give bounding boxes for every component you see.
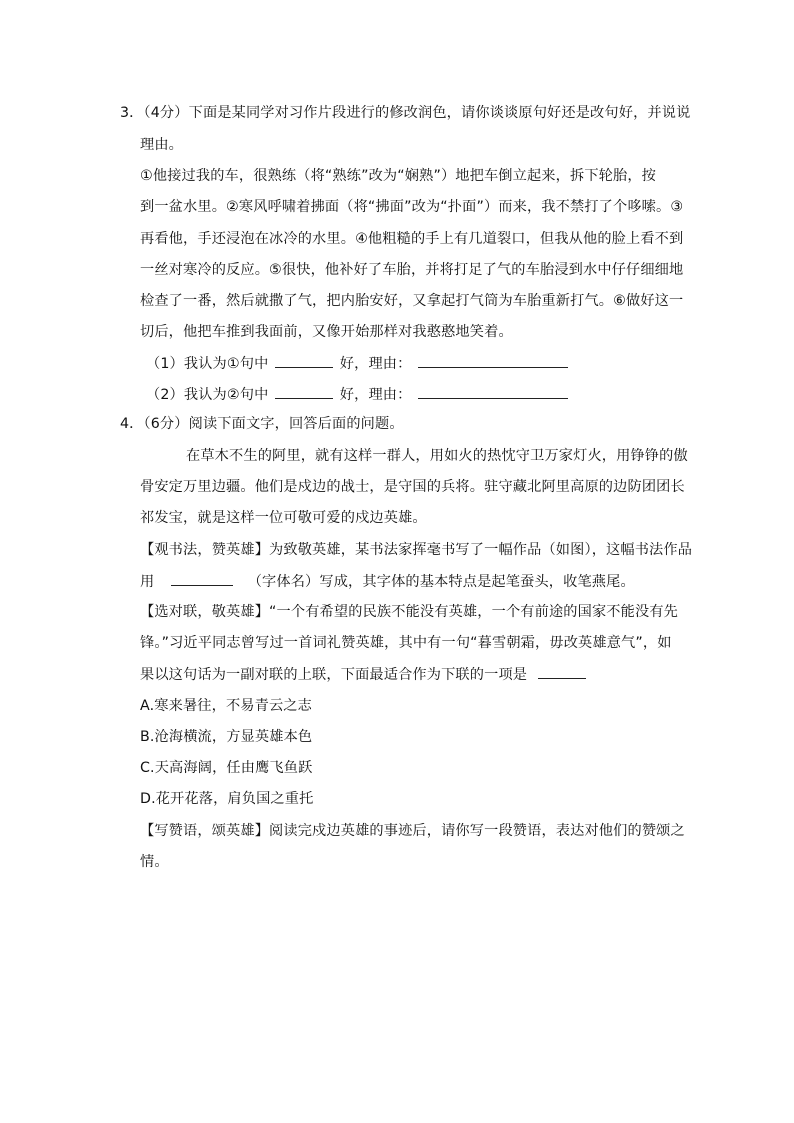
q4-couplet-line1: 【选对联，敬英雄】“一个有希望的民族不能没有英雄，一个有前途的国家不能没有先 — [140, 604, 678, 620]
q4-font-name-blank[interactable] — [171, 571, 233, 586]
q4-calligraphy-prefix: 用 — [140, 574, 155, 590]
q3-sub2 — [146, 384, 570, 405]
q3-sub2-prefix: （2）我认为②句中 — [146, 387, 269, 403]
q4-praise-line2: 情。 — [140, 854, 169, 870]
q4-option-c[interactable]: C.天高海阔，任由鹰飞鱼跃 — [140, 760, 313, 776]
q4-calligraphy-suffix: （字体名）写成，其字体的基本特点是起笔蚕头，收笔燕尾。 — [247, 574, 635, 590]
q4-option-d[interactable]: D.花开花落，肩负国之重托 — [140, 791, 314, 807]
q3-passage-line: 检查了一番，然后就撒了气，把内胎安好，又拿起打气筒为车胎重新打气。⑥做好这一 — [140, 293, 684, 309]
q3-passage-line: ①他接过我的车，很熟练（将“熟练”改为“娴熟”）地把车倒立起来，拆下轮胎，按 — [140, 168, 657, 184]
q3-passage-line: 切后，他把车推到我面前，又像开始那样对我憨憨地笑着。 — [140, 324, 513, 340]
q3-sub1-mid: 好，理由： — [339, 356, 412, 372]
q4-passage-line: 骨安定万里边疆。他们是戍边的战士，是守国的兵将。驻守藏北阿里高原的边防团团长 — [140, 479, 685, 495]
q4-couplet-answer-blank[interactable] — [538, 664, 586, 679]
q4-passage-line: 祁发宝，就是这样一位可敬可爱的戍边英雄。 — [140, 510, 427, 526]
q4-praise-line1: 【写赞语，颂英雄】阅读完戍边英雄的事迹后，请你写一段赞语，表达对他们的赞颂之 — [140, 823, 685, 839]
q3-sub2-mid: 好，理由： — [339, 387, 412, 403]
q4-couplet-line3-text: 果以这句话为一副对联的上联，下面最适合作为下联的一项是 — [140, 667, 528, 683]
q4-passage-line: 在草木不生的阿里，就有这样一群人，用如火的热忱守卫万家灯火，用铮铮的傲 — [186, 448, 688, 464]
q4-header: 4．（6分）阅读下面文字，回答后面的问题。 — [120, 416, 404, 432]
q4-option-b[interactable]: B.沧海横流，方显英雄本色 — [140, 729, 313, 745]
q3-sub2-blank-reason[interactable] — [418, 384, 568, 399]
q4-calligraphy-line1: 【观书法，赞英雄】为致敬英雄，某书法家挥毫书写了一幅作品（如图），这幅书法作品 — [140, 542, 693, 558]
q3-sub2-blank-sentence[interactable] — [275, 384, 333, 399]
q3-sub1-prefix: （1）我认为①句中 — [146, 356, 269, 372]
q4-couplet-line2: 锋。”习近平同志曾写过一首词礼赞英雄，其中有一句“暮雪朝霜，毋改英雄意气”，如 — [140, 635, 672, 651]
q3-sub1 — [146, 353, 570, 374]
q3-header: 3．（4分）下面是某同学对习作片段进行的修改润色，请你谈谈原句好还是改句好，并说说 — [120, 105, 691, 121]
q4-couplet-line3 — [140, 664, 588, 685]
q3-sub1-blank-reason[interactable] — [418, 353, 568, 368]
q4-calligraphy-line2 — [140, 571, 635, 592]
q3-header-cont: 理由。 — [140, 137, 184, 153]
q3-sub1-blank-sentence[interactable] — [275, 353, 333, 368]
q3-passage-line: 再看他，手还浸泡在冰冷的水里。④他粗糙的手上有几道裂口，但我从他的脸上看不到 — [140, 231, 684, 247]
q4-option-a[interactable]: A.寒来暑往，不易青云之志 — [140, 698, 312, 714]
q3-passage-line: 一丝对寒冷的反应。⑤很快，他补好了车胎，并将打足了气的车胎浸到水中仔仔细细地 — [140, 262, 684, 278]
q3-passage-line: 到一盆水里。②寒风呼啸着拂面（将“拂面”改为“扑面”）而来，我不禁打了个哆嗦。③ — [140, 199, 684, 215]
